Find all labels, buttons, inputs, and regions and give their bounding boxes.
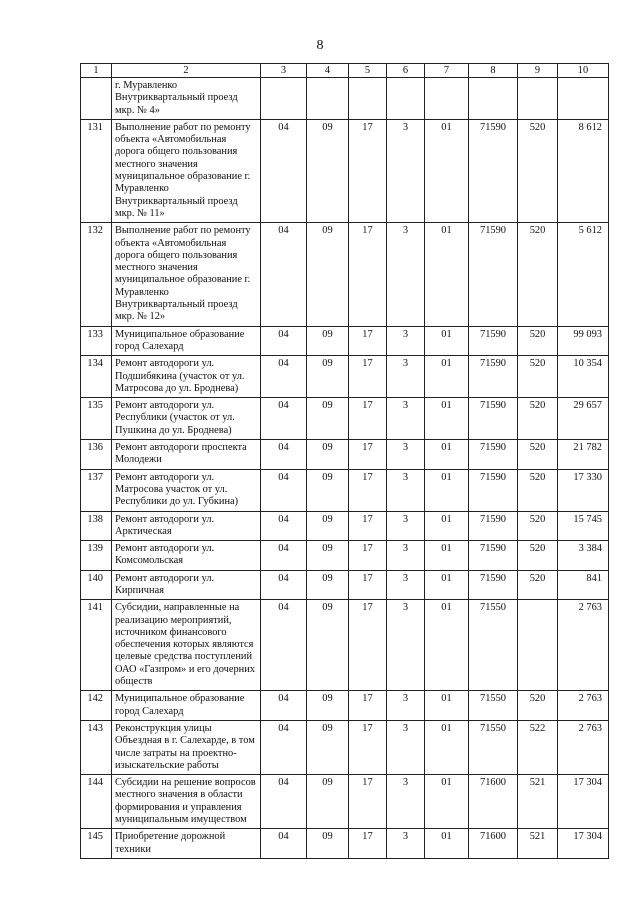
- code-col-9: 522: [518, 720, 558, 774]
- table-row: [81, 541, 609, 571]
- code-col-3: 04: [261, 691, 307, 721]
- code-col-4: 09: [307, 829, 349, 859]
- code-col-6: [387, 78, 425, 120]
- row-number: 144: [81, 775, 112, 829]
- row-number: 145: [81, 829, 112, 859]
- row-amount: 3 384: [558, 541, 609, 571]
- code-col-3: 04: [261, 223, 307, 326]
- code-col-9: [518, 78, 558, 120]
- code-col-4: 09: [307, 469, 349, 511]
- table-row: [81, 511, 609, 541]
- code-col-8: 71600: [469, 775, 518, 829]
- code-col-9: 520: [518, 541, 558, 571]
- page-number: 8: [316, 38, 324, 53]
- code-col-5: [349, 78, 387, 120]
- table-row: [81, 356, 609, 398]
- code-col-6: 3: [387, 775, 425, 829]
- code-col-7: 01: [425, 223, 469, 326]
- code-col-3: 04: [261, 600, 307, 691]
- code-col-8: 71550: [469, 691, 518, 721]
- row-description: Выполнение работ по ремонту объекта «Автомобильная дорога общего пользования местного значения муниципальное образование г. Муравленко Внутриквартальный проезд мкр. № 12»: [112, 223, 261, 326]
- code-col-7: 01: [425, 691, 469, 721]
- code-col-4: 09: [307, 119, 349, 222]
- code-col-8: 71590: [469, 511, 518, 541]
- row-amount: 15 745: [558, 511, 609, 541]
- column-header: 9: [518, 64, 558, 78]
- code-col-3: 04: [261, 469, 307, 511]
- table-row: [81, 440, 609, 470]
- code-col-7: 01: [425, 570, 469, 600]
- row-number: 131: [81, 119, 112, 222]
- table-row: [81, 775, 609, 829]
- code-col-8: 71550: [469, 720, 518, 774]
- row-number: 134: [81, 356, 112, 398]
- code-col-5: 17: [349, 440, 387, 470]
- code-col-4: 09: [307, 440, 349, 470]
- code-col-7: 01: [425, 511, 469, 541]
- code-col-8: 71590: [469, 356, 518, 398]
- table-row: [81, 600, 609, 691]
- code-col-4: [307, 78, 349, 120]
- code-col-7: 01: [425, 541, 469, 571]
- code-col-9: 520: [518, 440, 558, 470]
- code-col-7: 01: [425, 326, 469, 356]
- code-col-9: [518, 600, 558, 691]
- budget-table: [80, 63, 609, 859]
- code-col-9: 520: [518, 326, 558, 356]
- code-col-9: 521: [518, 829, 558, 859]
- code-col-3: 04: [261, 511, 307, 541]
- row-amount: 29 657: [558, 398, 609, 440]
- row-number: 135: [81, 398, 112, 440]
- code-col-9: 520: [518, 398, 558, 440]
- table-row: [81, 829, 609, 859]
- row-description: Приобретение дорожной техники: [112, 829, 261, 859]
- row-description: Муниципальное образование город Салехард: [112, 326, 261, 356]
- table-row: [81, 398, 609, 440]
- code-col-6: 3: [387, 356, 425, 398]
- code-col-8: 71590: [469, 570, 518, 600]
- row-number: 138: [81, 511, 112, 541]
- code-col-8: 71590: [469, 223, 518, 326]
- code-col-5: 17: [349, 720, 387, 774]
- column-header: 6: [387, 64, 425, 78]
- code-col-3: 04: [261, 829, 307, 859]
- code-col-7: 01: [425, 398, 469, 440]
- code-col-8: 71590: [469, 469, 518, 511]
- code-col-7: 01: [425, 775, 469, 829]
- code-col-3: 04: [261, 398, 307, 440]
- code-col-9: 520: [518, 356, 558, 398]
- row-amount: 8 612: [558, 119, 609, 222]
- row-amount: 5 612: [558, 223, 609, 326]
- column-header: 1: [81, 64, 112, 78]
- code-col-8: 71550: [469, 600, 518, 691]
- code-col-8: 71590: [469, 398, 518, 440]
- code-col-4: 09: [307, 691, 349, 721]
- code-col-6: 3: [387, 600, 425, 691]
- code-col-6: 3: [387, 541, 425, 571]
- table-row: [81, 469, 609, 511]
- row-number: 142: [81, 691, 112, 721]
- code-col-6: 3: [387, 398, 425, 440]
- code-col-4: 09: [307, 570, 349, 600]
- code-col-3: 04: [261, 326, 307, 356]
- row-number: 132: [81, 223, 112, 326]
- code-col-5: 17: [349, 223, 387, 326]
- code-col-5: 17: [349, 600, 387, 691]
- code-col-9: 520: [518, 511, 558, 541]
- code-col-8: 71590: [469, 440, 518, 470]
- row-number: 143: [81, 720, 112, 774]
- code-col-6: 3: [387, 440, 425, 470]
- row-description: Муниципальное образование город Салехард: [112, 691, 261, 721]
- row-description: Ремонт автодороги ул. Арктическая: [112, 511, 261, 541]
- code-col-9: 521: [518, 775, 558, 829]
- code-col-6: 3: [387, 469, 425, 511]
- row-description: Выполнение работ по ремонту объекта «Автомобильная дорога общего пользования местного значения муниципальное образование г. Муравленко Внутриквартальный проезд мкр. № 11»: [112, 119, 261, 222]
- code-col-3: 04: [261, 775, 307, 829]
- code-col-6: 3: [387, 223, 425, 326]
- code-col-4: 09: [307, 511, 349, 541]
- code-col-5: 17: [349, 541, 387, 571]
- code-col-5: 17: [349, 469, 387, 511]
- table-row: [81, 326, 609, 356]
- code-col-4: 09: [307, 223, 349, 326]
- row-description: Субсидии на решение вопросов местного значения в области формирования и управления муниципальным имуществом: [112, 775, 261, 829]
- code-col-4: 09: [307, 398, 349, 440]
- code-col-9: 520: [518, 570, 558, 600]
- column-header: 4: [307, 64, 349, 78]
- code-col-7: 01: [425, 356, 469, 398]
- code-col-3: [261, 78, 307, 120]
- table-row: [81, 691, 609, 721]
- row-number: 139: [81, 541, 112, 571]
- code-col-7: 01: [425, 720, 469, 774]
- code-col-4: 09: [307, 356, 349, 398]
- code-col-4: 09: [307, 600, 349, 691]
- row-description: Субсидии, направленные на реализацию мероприятий, источником финансового обеспечения которых являются целевые средства поступлений ОАО «Газпром» и его дочерних обществ: [112, 600, 261, 691]
- column-header: 10: [558, 64, 609, 78]
- row-amount: [558, 78, 609, 120]
- code-col-3: 04: [261, 356, 307, 398]
- code-col-4: 09: [307, 775, 349, 829]
- code-col-3: 04: [261, 570, 307, 600]
- code-col-5: 17: [349, 691, 387, 721]
- row-number: 140: [81, 570, 112, 600]
- row-amount: 17 304: [558, 775, 609, 829]
- code-col-8: 71600: [469, 829, 518, 859]
- column-header: 3: [261, 64, 307, 78]
- code-col-7: 01: [425, 829, 469, 859]
- code-col-7: 01: [425, 600, 469, 691]
- row-description: Ремонт автодороги ул. Республики (участок от ул. Пушкина до ул. Броднева): [112, 398, 261, 440]
- code-col-5: 17: [349, 119, 387, 222]
- code-col-5: 17: [349, 326, 387, 356]
- row-number: 133: [81, 326, 112, 356]
- column-header: 5: [349, 64, 387, 78]
- row-amount: 2 763: [558, 600, 609, 691]
- table-header-row: [81, 64, 609, 78]
- code-col-4: 09: [307, 326, 349, 356]
- column-header: 8: [469, 64, 518, 78]
- row-number: 141: [81, 600, 112, 691]
- row-description: Реконструкция улицы Объездная в г. Салехарде, в том числе затраты на проектно-изыскательские работы: [112, 720, 261, 774]
- code-col-6: 3: [387, 720, 425, 774]
- row-amount: 841: [558, 570, 609, 600]
- code-col-8: 71590: [469, 119, 518, 222]
- code-col-6: 3: [387, 829, 425, 859]
- row-amount: 17 330: [558, 469, 609, 511]
- code-col-5: 17: [349, 511, 387, 541]
- code-col-4: 09: [307, 720, 349, 774]
- code-col-5: 17: [349, 398, 387, 440]
- table-row: [81, 78, 609, 120]
- table-row: [81, 570, 609, 600]
- row-description: Ремонт автодороги ул. Кирпичная: [112, 570, 261, 600]
- row-amount: 21 782: [558, 440, 609, 470]
- row-amount: 10 354: [558, 356, 609, 398]
- code-col-8: 71590: [469, 541, 518, 571]
- code-col-6: 3: [387, 326, 425, 356]
- row-amount: 17 304: [558, 829, 609, 859]
- code-col-3: 04: [261, 541, 307, 571]
- code-col-7: 01: [425, 440, 469, 470]
- row-description: г. Муравленко Внутриквартальный проезд мкр. № 4»: [112, 78, 261, 120]
- code-col-7: [425, 78, 469, 120]
- table-row: [81, 720, 609, 774]
- row-description: Ремонт автодороги проспекта Молодежи: [112, 440, 261, 470]
- row-amount: 99 093: [558, 326, 609, 356]
- column-header: 7: [425, 64, 469, 78]
- code-col-9: 520: [518, 119, 558, 222]
- code-col-9: 520: [518, 691, 558, 721]
- code-col-3: 04: [261, 119, 307, 222]
- code-col-3: 04: [261, 720, 307, 774]
- code-col-5: 17: [349, 356, 387, 398]
- code-col-7: 01: [425, 469, 469, 511]
- row-amount: 2 763: [558, 691, 609, 721]
- table-row: [81, 223, 609, 326]
- code-col-4: 09: [307, 541, 349, 571]
- code-col-3: 04: [261, 440, 307, 470]
- code-col-9: 520: [518, 469, 558, 511]
- row-description: Ремонт автодороги ул. Комсомольская: [112, 541, 261, 571]
- row-description: Ремонт автодороги ул. Подшибякина (участок от ул. Матросова до ул. Броднева): [112, 356, 261, 398]
- code-col-8: [469, 78, 518, 120]
- row-number: 137: [81, 469, 112, 511]
- code-col-5: 17: [349, 829, 387, 859]
- code-col-6: 3: [387, 119, 425, 222]
- code-col-8: 71590: [469, 326, 518, 356]
- code-col-7: 01: [425, 119, 469, 222]
- column-header: 2: [112, 64, 261, 78]
- code-col-6: 3: [387, 511, 425, 541]
- row-description: Ремонт автодороги ул. Матросова участок от ул. Республики до ул. Губкина): [112, 469, 261, 511]
- row-number: [81, 78, 112, 120]
- code-col-6: 3: [387, 691, 425, 721]
- code-col-6: 3: [387, 570, 425, 600]
- code-col-5: 17: [349, 570, 387, 600]
- table-row: [81, 119, 609, 222]
- row-number: 136: [81, 440, 112, 470]
- row-amount: 2 763: [558, 720, 609, 774]
- code-col-9: 520: [518, 223, 558, 326]
- code-col-5: 17: [349, 775, 387, 829]
